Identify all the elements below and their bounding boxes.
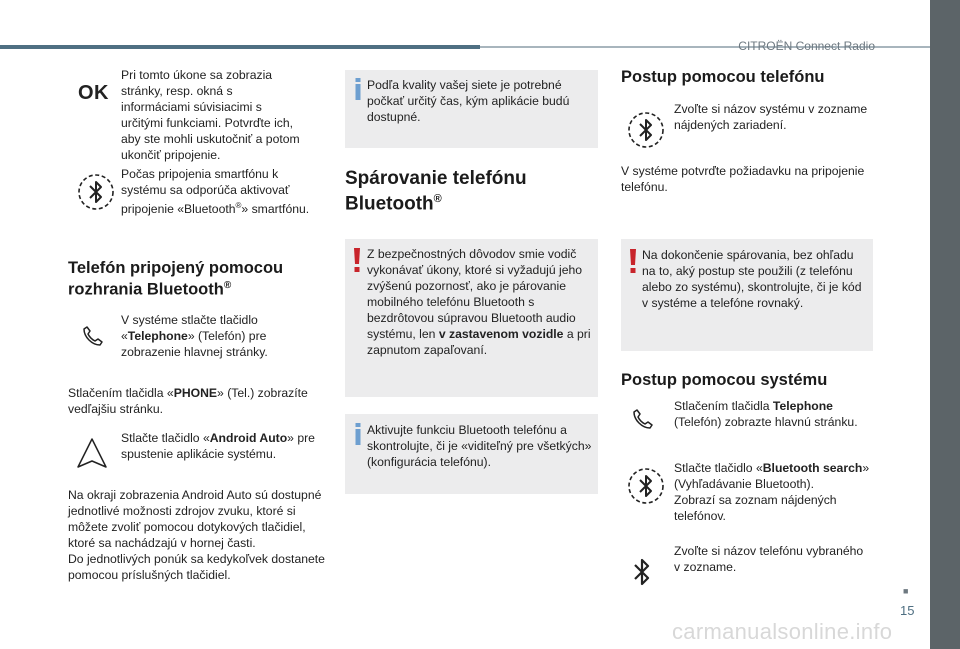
ok-text: Pri tomto úkone sa zobrazia stránky, resp. okná s informáciami súvisiacimi s určitými funkciami. Potvrďte ich, aby ste mohli uskutočniť a potom ukončiť pripojenie. bbox=[121, 68, 300, 162]
warning-icon bbox=[352, 248, 362, 272]
bt-text-sup: ® bbox=[235, 201, 242, 210]
bluetooth-icon bbox=[630, 556, 654, 588]
heading-bt-connected-sup: ® bbox=[223, 280, 232, 291]
heading-bt-connected-text: Telefón pripojený pomocou rozhrania Bluetooth bbox=[68, 259, 284, 299]
sys2-post: » (Vyhľadávanie Bluetooth). bbox=[674, 461, 870, 491]
aa-text-pre: Stlačte tlačidlo « bbox=[121, 431, 210, 445]
header-rule-dark bbox=[0, 45, 480, 49]
sys2-line2: Zobrazí sa zoznam nájdených telefónov. bbox=[674, 493, 837, 523]
confirm-text: V systéme potvrďte požiadavku na pripojenie telefónu. bbox=[621, 164, 865, 194]
sys2-pre: Stlačte tlačidlo « bbox=[674, 461, 763, 475]
warn-bold: v zastavenom vozidle bbox=[438, 327, 564, 341]
heading-bt-pairing-sup: ® bbox=[433, 193, 442, 205]
info-visibility-text: Aktivujte funkciu Bluetooth telefónu a skontrolujte, či je «viditeľný pre všetkých» (konfigurácia telefónu). bbox=[367, 423, 592, 469]
continue-mark: ■ bbox=[903, 586, 909, 596]
bluetooth-circle-icon bbox=[76, 172, 116, 212]
heading-bt-pairing-text: Spárovanie telefónu Bluetooth bbox=[345, 168, 527, 215]
sys2-line1 bbox=[674, 460, 879, 492]
warning-icon bbox=[628, 249, 638, 273]
telephone-button-text bbox=[121, 312, 306, 360]
phone-key-bold: PHONE bbox=[173, 386, 218, 400]
heading-system-procedure: Postup pomocou systému bbox=[621, 371, 828, 389]
android-auto-description bbox=[68, 487, 326, 583]
heading-bt-pairing bbox=[345, 168, 575, 214]
ok-icon: OK bbox=[78, 82, 109, 104]
warning-box-safety bbox=[345, 239, 598, 397]
info-icon bbox=[353, 78, 363, 100]
header-brand: CITROËN Connect Radio bbox=[738, 39, 875, 53]
phone-key-text bbox=[68, 385, 318, 417]
android-auto-text bbox=[121, 430, 321, 462]
info-box-visibility bbox=[345, 414, 598, 494]
sys2-bold: Bluetooth search bbox=[762, 461, 863, 475]
watermark: carmanualsonline.info bbox=[672, 619, 893, 644]
bt-text-post: » smartfónu. bbox=[241, 202, 310, 217]
telephone-text-post: » (Telefón) pre zobrazenie hlavnej stránky. bbox=[121, 329, 268, 359]
phone-step-text: Zvoľte si názov systému v zozname nájdených zariadení. bbox=[674, 102, 868, 132]
aa-text-bold: Android Auto bbox=[209, 431, 288, 445]
page-number: 15 bbox=[900, 603, 915, 618]
phone-key-pre: Stlačením tlačidla « bbox=[68, 386, 174, 400]
system-step-2-text bbox=[674, 460, 879, 524]
phone-handset-icon bbox=[628, 404, 658, 434]
phone-handset-icon bbox=[78, 321, 108, 351]
bt-text-pre: Počas pripojenia smartfónu k systému sa odporúča aktivovať pripojenie «Bluetooth bbox=[121, 167, 290, 217]
warning-safety-text bbox=[367, 246, 591, 358]
heading-phone-procedure: Postup pomocou telefónu bbox=[621, 68, 825, 86]
android-auto-desc-1: Na okraji zobrazenia Android Auto sú dostupné jednotlivé možnosti zdrojov zvuku, ktoré si môžete zvoliť pomocou dotykových tlačidiel, ktoré sa nachádzajú v hornej časti. bbox=[68, 488, 322, 550]
phone-key-post: » (Tel.) zobrazíte vedľajšiu stránku. bbox=[68, 386, 308, 416]
telephone-text-bold: Telephone bbox=[127, 329, 188, 343]
system-step-3-text: Zvoľte si názov telefónu vybraného v zozname. bbox=[674, 544, 864, 574]
warn-pre: Z bezpečnostných dôvodov smie vodič vykonávať úkony, ktoré si vyžadujú jeho zvýšenú pozornosť, ako je párovanie mobilného telefónu Bluetooth s bezdrôtovou súpravou Bluetooth audio systému, len bbox=[367, 247, 583, 341]
android-auto-desc-2: Do jednotlivých ponúk sa kedykoľvek dostanete pomocou príslušných tlačidiel. bbox=[68, 552, 325, 582]
page-edge-tab bbox=[930, 0, 960, 649]
sys1-bold: Telephone bbox=[772, 399, 833, 413]
warning-box-code bbox=[621, 239, 873, 351]
sys1-post: (Telefón) zobrazte hlavnú stránku. bbox=[674, 415, 858, 429]
android-auto-icon bbox=[73, 436, 111, 472]
bluetooth-circle-icon bbox=[626, 466, 666, 506]
warn-post: a pri zapnutom zapaľovaní. bbox=[367, 327, 591, 357]
telephone-text-pre: V systéme stlačte tlačidlo « bbox=[121, 313, 258, 343]
system-step-1-text bbox=[674, 398, 874, 430]
sys1-pre: Stlačením tlačidla bbox=[674, 399, 773, 413]
aa-text-post: » pre spustenie aplikácie systému. bbox=[121, 431, 315, 461]
bluetooth-circle-icon bbox=[626, 110, 666, 150]
warning-code-text: Na dokončenie spárovania, bez ohľadu na to, aký postup ste použili (z telefónu alebo zo systému), skontrolujte, či je kód v systéme a telefóne rovnaký. bbox=[642, 248, 862, 310]
info-box-network bbox=[345, 70, 598, 148]
info-network-text: Podľa kvality vašej siete je potrebné počkať určitý čas, kým aplikácie budú dostupné. bbox=[367, 78, 570, 124]
info-icon bbox=[353, 423, 363, 445]
heading-bt-connected bbox=[68, 259, 318, 299]
bt-activation-text bbox=[121, 166, 321, 217]
